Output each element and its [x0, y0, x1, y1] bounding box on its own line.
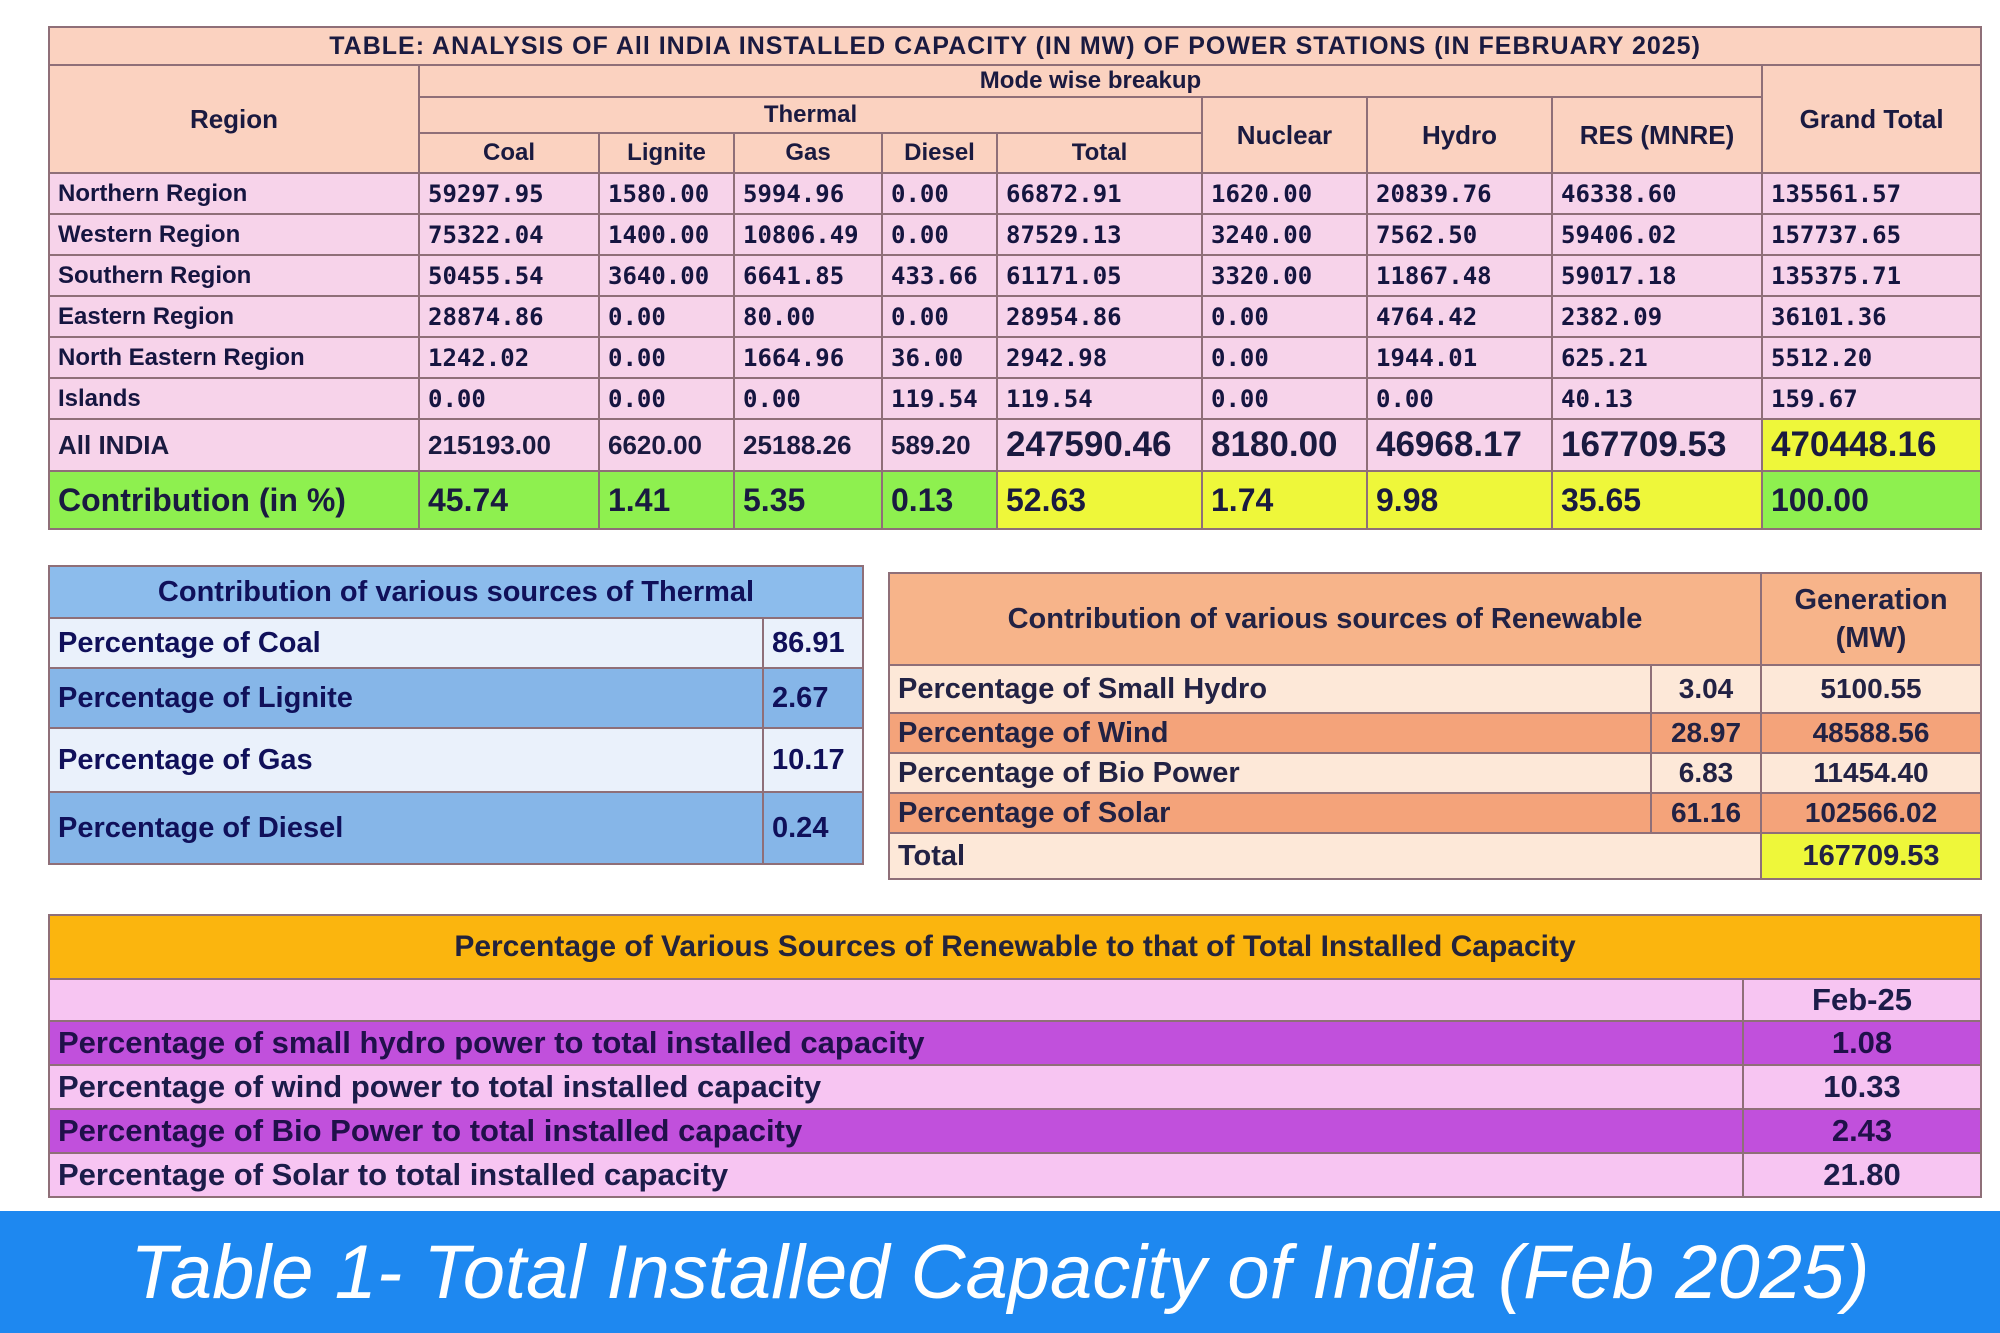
coal-value: 28874.86: [419, 296, 599, 337]
region-name: Northern Region: [49, 173, 419, 214]
res-value: 59406.02: [1552, 214, 1762, 255]
caption-text: Table 1- Total Installed Capacity of India (Feb 2025): [130, 1229, 1870, 1315]
table-row: [49, 1109, 1981, 1153]
thermal-row-label: Percentage of Lignite: [49, 668, 763, 728]
coal-value: 1242.02: [419, 337, 599, 378]
thermal-row-value: 10.17: [763, 728, 863, 792]
diesel-value: 0.00: [882, 173, 997, 214]
thermal-row-label: Percentage of Gas: [49, 728, 763, 792]
header-lignite: Lignite: [599, 133, 734, 173]
res-value: 2382.09: [1552, 296, 1762, 337]
thermal-row-value: 86.91: [763, 618, 863, 668]
lignite-value: 3640.00: [599, 255, 734, 296]
percentage-row-value: 21.80: [1743, 1153, 1981, 1197]
thermal-total-value: 2942.98: [997, 337, 1202, 378]
renewable-row-label: Percentage of Small Hydro: [889, 665, 1651, 713]
thermal-contribution-table: [48, 565, 864, 865]
hydro-pct: 9.98: [1367, 471, 1552, 529]
lignite-value: 6620.00: [599, 419, 734, 471]
region-name: Eastern Region: [49, 296, 419, 337]
renewable-total-row: [889, 833, 1981, 879]
hydro-value: 0.00: [1367, 378, 1552, 419]
header-res: RES (MNRE): [1552, 97, 1762, 173]
coal-pct: 45.74: [419, 471, 599, 529]
all-india-row: [49, 419, 1981, 471]
hydro-value: 46968.17: [1367, 419, 1552, 471]
renewable-row-label: Percentage of Bio Power: [889, 753, 1651, 793]
percentage-row-label: Percentage of Solar to total installed capacity: [49, 1153, 1743, 1197]
coal-value: 215193.00: [419, 419, 599, 471]
thermal-table-title: Contribution of various sources of Thermal: [49, 566, 863, 618]
hydro-value: 7562.50: [1367, 214, 1552, 255]
thermal-row-label: Percentage of Coal: [49, 618, 763, 668]
gas-value: 25188.26: [734, 419, 882, 471]
grand-total-value: 157737.65: [1762, 214, 1981, 255]
res-value: 625.21: [1552, 337, 1762, 378]
thermal-total-value: 247590.46: [997, 419, 1202, 471]
res-pct: 35.65: [1552, 471, 1762, 529]
res-value: 40.13: [1552, 378, 1762, 419]
diesel-value: 433.66: [882, 255, 997, 296]
table-row: [49, 378, 1981, 419]
lignite-value: 0.00: [599, 378, 734, 419]
coal-value: 50455.54: [419, 255, 599, 296]
diesel-value: 119.54: [882, 378, 997, 419]
gas-value: 0.00: [734, 378, 882, 419]
nuclear-value: 0.00: [1202, 296, 1367, 337]
diesel-value: 0.00: [882, 214, 997, 255]
renewable-row-pct: 3.04: [1651, 665, 1761, 713]
percentage-row-label: Percentage of Bio Power to total installed capacity: [49, 1109, 1743, 1153]
hydro-value: 11867.48: [1367, 255, 1552, 296]
region-name: Islands: [49, 378, 419, 419]
table-title: TABLE: ANALYSIS OF All INDIA INSTALLED CAPACITY (IN MW) OF POWER STATIONS (IN FEBRUARY 2025): [49, 27, 1981, 65]
region-name: North Eastern Region: [49, 337, 419, 378]
renewable-row-gen: 102566.02: [1761, 793, 1981, 833]
diesel-value: 36.00: [882, 337, 997, 378]
gas-pct: 5.35: [734, 471, 882, 529]
renewable-row-pct: 61.16: [1651, 793, 1761, 833]
table-row: [49, 668, 863, 728]
installed-capacity-table: [48, 26, 1982, 530]
percentage-row-label: Percentage of small hydro power to total installed capacity: [49, 1021, 1743, 1065]
grand-total-value: 5512.20: [1762, 337, 1981, 378]
table-row: [49, 792, 863, 864]
header-gas: Gas: [734, 133, 882, 173]
nuclear-pct: 1.74: [1202, 471, 1367, 529]
renewable-row-pct: 28.97: [1651, 713, 1761, 753]
contribution-label: Contribution (in %): [49, 471, 419, 529]
gas-value: 10806.49: [734, 214, 882, 255]
renewable-contribution-table: [888, 572, 1982, 880]
thermal-total-pct: 52.63: [997, 471, 1202, 529]
region-name: Western Region: [49, 214, 419, 255]
nuclear-value: 3240.00: [1202, 214, 1367, 255]
coal-value: 75322.04: [419, 214, 599, 255]
thermal-row-label: Percentage of Diesel: [49, 792, 763, 864]
diesel-value: 0.00: [882, 296, 997, 337]
res-value: 46338.60: [1552, 173, 1762, 214]
hydro-value: 20839.76: [1367, 173, 1552, 214]
table-row: [889, 665, 1981, 713]
nuclear-value: 8180.00: [1202, 419, 1367, 471]
table-row: [49, 214, 1981, 255]
gas-value: 1664.96: [734, 337, 882, 378]
table-row: [49, 255, 1981, 296]
header-region: Region: [49, 65, 419, 173]
renewable-total-value: 167709.53: [1761, 833, 1981, 879]
header-grand-total: Grand Total: [1762, 65, 1981, 173]
percentage-row-value: 1.08: [1743, 1021, 1981, 1065]
header-nuclear: Nuclear: [1202, 97, 1367, 173]
gas-value: 6641.85: [734, 255, 882, 296]
diesel-value: 589.20: [882, 419, 997, 471]
renewable-row-label: Percentage of Wind: [889, 713, 1651, 753]
table-row: [49, 728, 863, 792]
renewable-row-label: Percentage of Solar: [889, 793, 1651, 833]
coal-value: 59297.95: [419, 173, 599, 214]
renewable-row-gen: 11454.40: [1761, 753, 1981, 793]
table-row: [49, 173, 1981, 214]
table-row: [49, 296, 1981, 337]
gas-value: 80.00: [734, 296, 882, 337]
nuclear-value: 0.00: [1202, 337, 1367, 378]
thermal-total-value: 66872.91: [997, 173, 1202, 214]
grand-total-pct: 100.00: [1762, 471, 1981, 529]
contribution-row: [49, 471, 1981, 529]
table-row: [49, 1021, 1981, 1065]
grand-total-value: 159.67: [1762, 378, 1981, 419]
hydro-value: 4764.42: [1367, 296, 1552, 337]
renewable-row-gen: 48588.56: [1761, 713, 1981, 753]
thermal-total-value: 61171.05: [997, 255, 1202, 296]
header-hydro: Hydro: [1367, 97, 1552, 173]
res-value: 59017.18: [1552, 255, 1762, 296]
table-row: [889, 793, 1981, 833]
grand-total-value: 135375.71: [1762, 255, 1981, 296]
lignite-value: 0.00: [599, 296, 734, 337]
lignite-value: 1580.00: [599, 173, 734, 214]
nuclear-value: 0.00: [1202, 378, 1367, 419]
generation-header: Generation (MW): [1761, 573, 1981, 665]
thermal-total-value: 28954.86: [997, 296, 1202, 337]
grand-total-value: 135561.57: [1762, 173, 1981, 214]
table-row: [49, 1153, 1981, 1197]
percentage-row-value: 2.43: [1743, 1109, 1981, 1153]
column-header-feb25: Feb-25: [1743, 979, 1981, 1021]
res-value: 167709.53: [1552, 419, 1762, 471]
lignite-pct: 1.41: [599, 471, 734, 529]
percentage-row-value: 10.33: [1743, 1065, 1981, 1109]
gas-value: 5994.96: [734, 173, 882, 214]
renewable-table-title: Contribution of various sources of Renewable: [889, 573, 1761, 665]
header-total: Total: [997, 133, 1202, 173]
lignite-value: 1400.00: [599, 214, 734, 255]
thermal-total-value: 119.54: [997, 378, 1202, 419]
table-row: [49, 1065, 1981, 1109]
nuclear-value: 1620.00: [1202, 173, 1367, 214]
nuclear-value: 3320.00: [1202, 255, 1367, 296]
thermal-row-value: 2.67: [763, 668, 863, 728]
header-coal: Coal: [419, 133, 599, 173]
renewable-percentage-table: [48, 914, 1982, 1198]
header-mode-wise: Mode wise breakup: [419, 65, 1762, 97]
header-diesel: Diesel: [882, 133, 997, 173]
table-row: [889, 753, 1981, 793]
region-name: Southern Region: [49, 255, 419, 296]
hydro-value: 1944.01: [1367, 337, 1552, 378]
percentage-table-title: Percentage of Various Sources of Renewable to that of Total Installed Capacity: [49, 915, 1981, 979]
renewable-row-pct: 6.83: [1651, 753, 1761, 793]
lignite-value: 0.00: [599, 337, 734, 378]
all-india-label: All INDIA: [49, 419, 419, 471]
renewable-row-gen: 5100.55: [1761, 665, 1981, 713]
caption-bar: [0, 1211, 2000, 1333]
grand-total-value: 470448.16: [1762, 419, 1981, 471]
coal-value: 0.00: [419, 378, 599, 419]
table-row: [889, 713, 1981, 753]
grand-total-value: 36101.36: [1762, 296, 1981, 337]
table-row: [49, 618, 863, 668]
thermal-total-value: 87529.13: [997, 214, 1202, 255]
renewable-total-label: Total: [889, 833, 1761, 879]
column-header-blank: [49, 979, 1743, 1021]
percentage-row-label: Percentage of wind power to total installed capacity: [49, 1065, 1743, 1109]
header-thermal: Thermal: [419, 97, 1202, 133]
diesel-pct: 0.13: [882, 471, 997, 529]
thermal-row-value: 0.24: [763, 792, 863, 864]
table-row: [49, 337, 1981, 378]
